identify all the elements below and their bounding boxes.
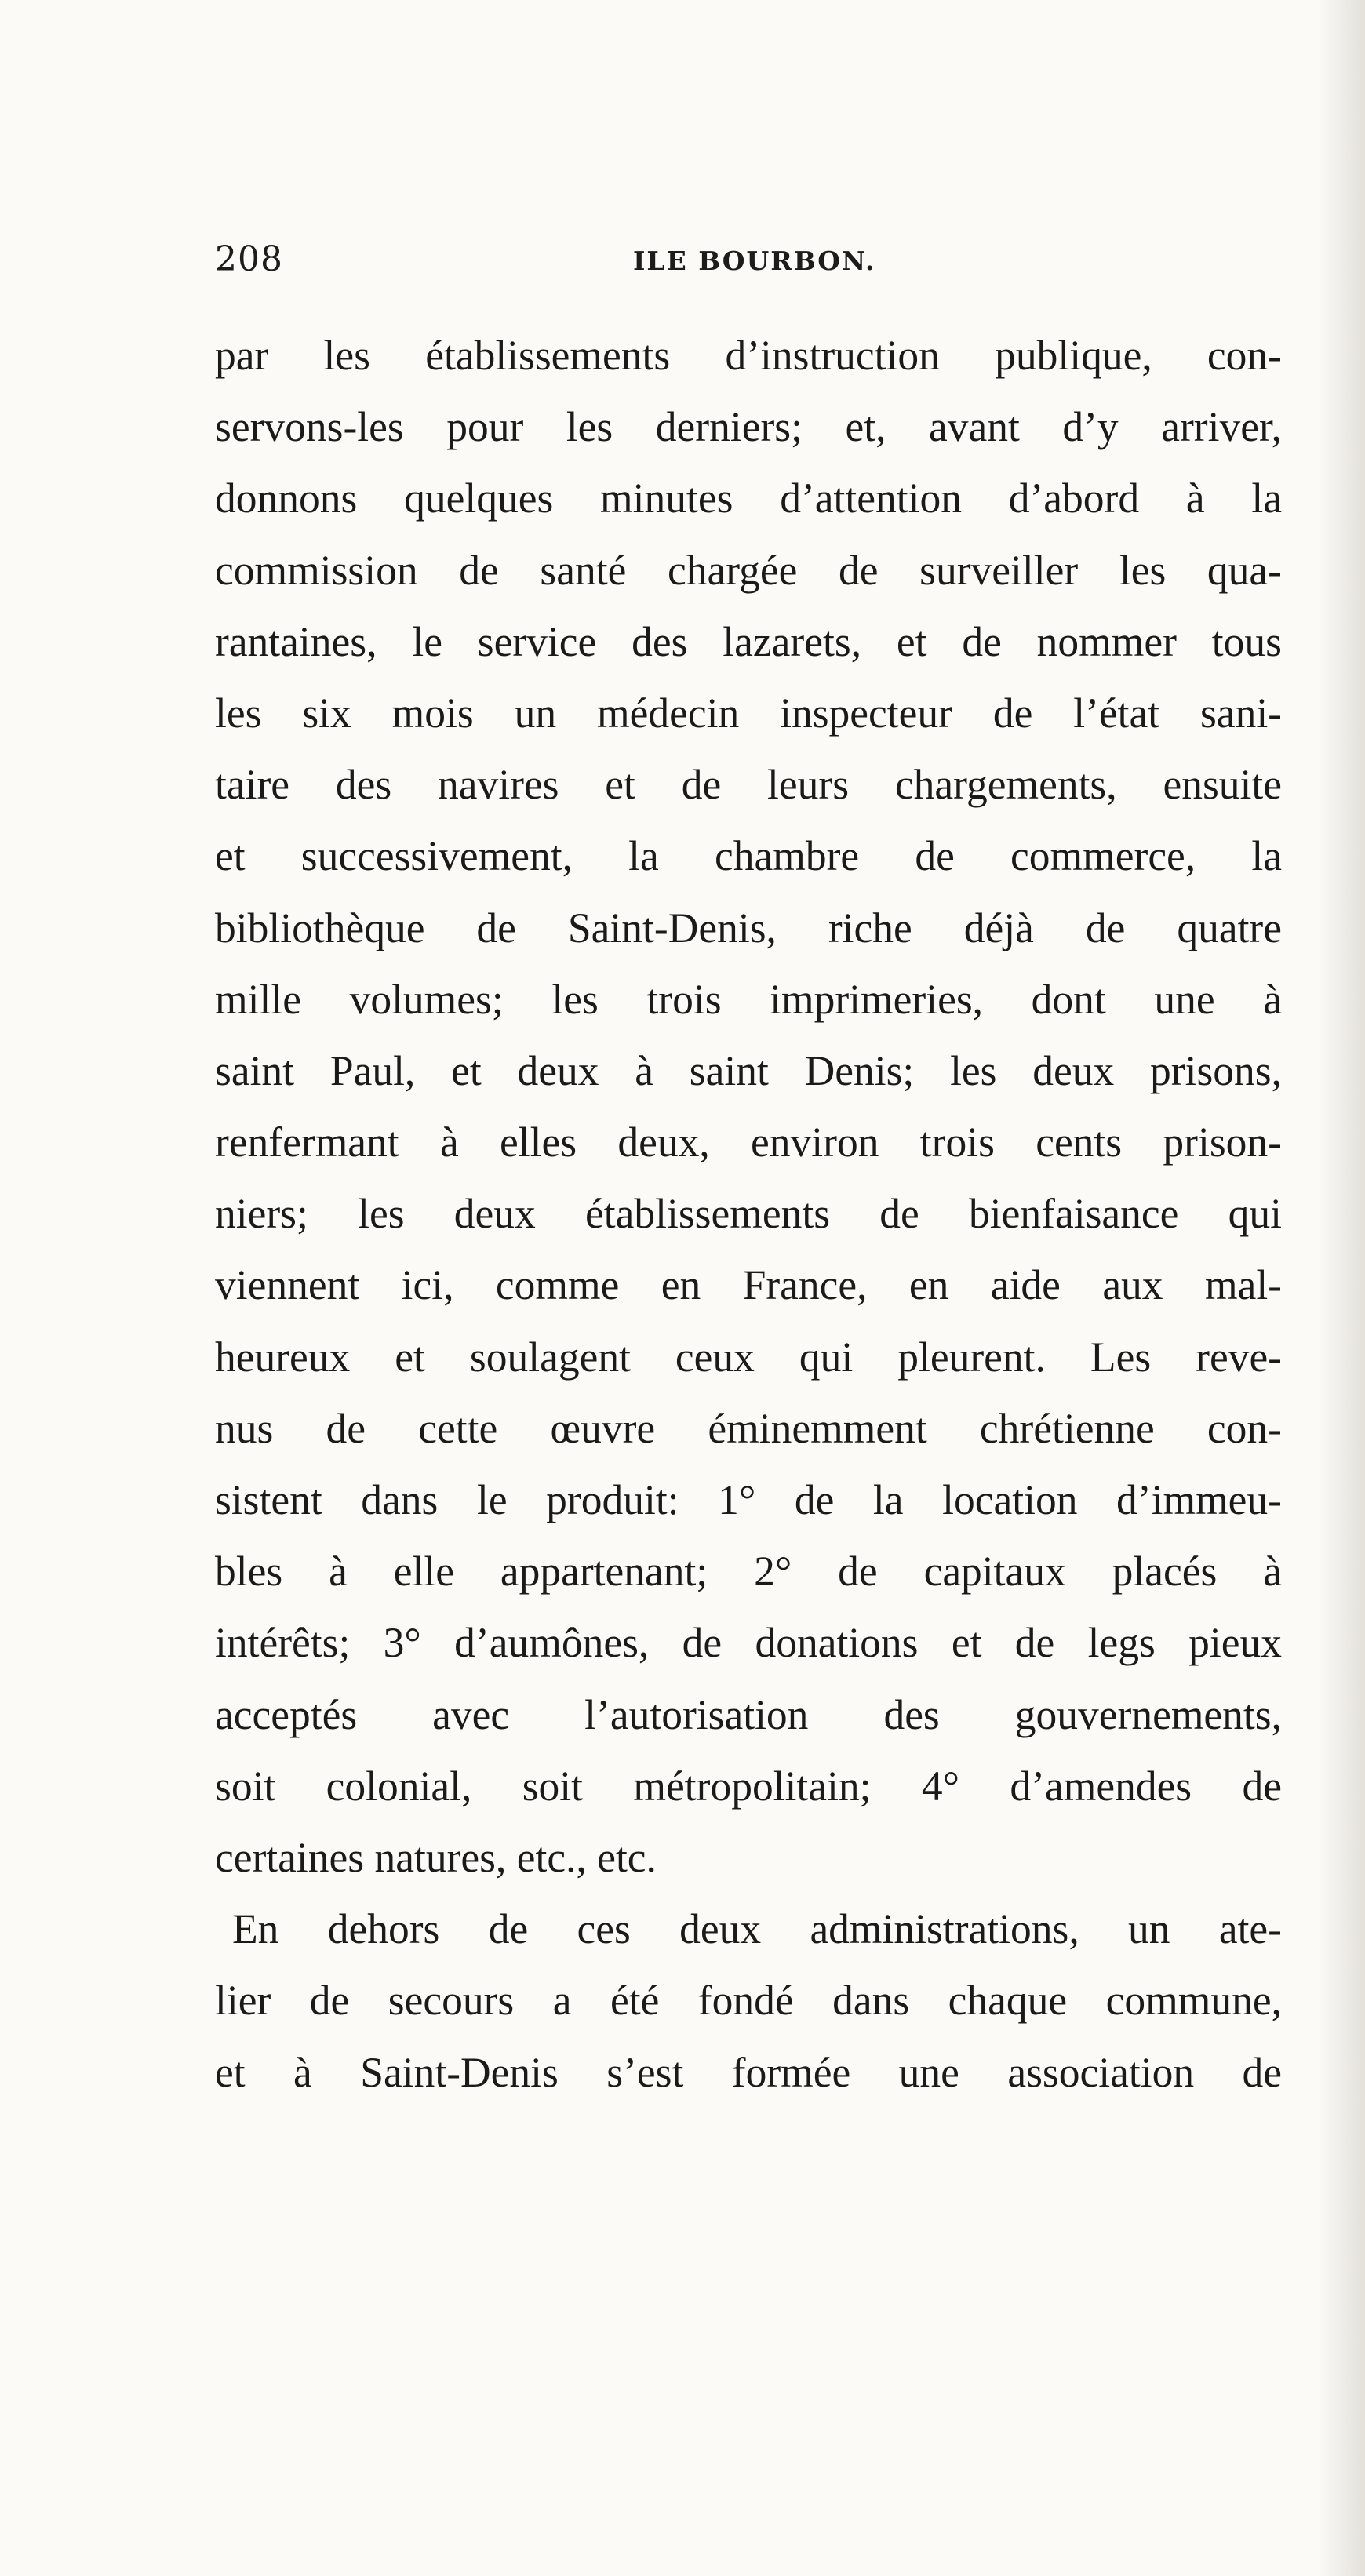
body-text <box>215 320 1282 2108</box>
text-line: acceptés avec l’autorisation des gouvernements, <box>215 1690 1282 1738</box>
page-number: 208 <box>215 239 283 279</box>
text-line: servons-les pour les derniers; et, avant d’y arriver, <box>215 403 1282 451</box>
text-line: viennent ici, comme en France, en aide aux mal- <box>215 1261 1282 1309</box>
text-line: renfermant à elles deux, environ trois cents prison- <box>215 1119 1282 1166</box>
text-line: rantaines, le service des lazarets, et de nommer tous <box>215 617 1282 665</box>
text-line: commission de santé chargée de surveiller les qua- <box>215 546 1282 594</box>
text-line: donnons quelques minutes d’attention d’abord à la <box>215 475 1282 522</box>
text-line: niers; les deux établissements de bienfaisance qui <box>215 1190 1282 1238</box>
text-line: mille volumes; les trois imprimeries, dont une à <box>215 975 1282 1023</box>
text-line: et à Saint-Denis s’est formée une association de <box>215 2048 1282 2096</box>
text-line: heureux et soulagent ceux qui pleurent. Les reve- <box>215 1333 1282 1381</box>
text-line: soit colonial, soit métropolitain; 4° d’amendes de <box>215 1762 1282 1810</box>
text-line: bibliothèque de Saint-Denis, riche déjà de quatre <box>215 904 1282 951</box>
text-line: saint Paul, et deux à saint Denis; les deux prisons, <box>215 1046 1282 1094</box>
running-title: ILE BOURBON. <box>633 246 876 276</box>
paragraph-start-line: En dehors de ces deux administrations, un ate- <box>232 1905 1282 1953</box>
paragraph-end-line: certaines natures, etc., etc. <box>215 1833 657 1881</box>
page-edge-shadow <box>1318 0 1365 2576</box>
text-line: intérêts; 3° d’aumônes, de donations et de legs pieux <box>215 1619 1282 1667</box>
text-line: bles à elle appartenant; 2° de capitaux placés à <box>215 1548 1282 1595</box>
text-line: taire des navires et de leurs chargements, ensuite <box>215 761 1282 809</box>
text-line: sistent dans le produit: 1° de la location d’immeu- <box>215 1476 1282 1523</box>
text-line: lier de secours a été fondé dans chaque commune, <box>215 1977 1282 2025</box>
text-line: et successivement, la chambre de commerce, la <box>215 832 1282 880</box>
text-line: les six mois un médecin inspecteur de l’état sani- <box>215 689 1282 737</box>
text-line: par les établissements d’instruction publique, con- <box>215 332 1282 379</box>
text-line: nus de cette œuvre éminemment chrétienne con- <box>215 1404 1282 1452</box>
page-header <box>215 239 1282 286</box>
